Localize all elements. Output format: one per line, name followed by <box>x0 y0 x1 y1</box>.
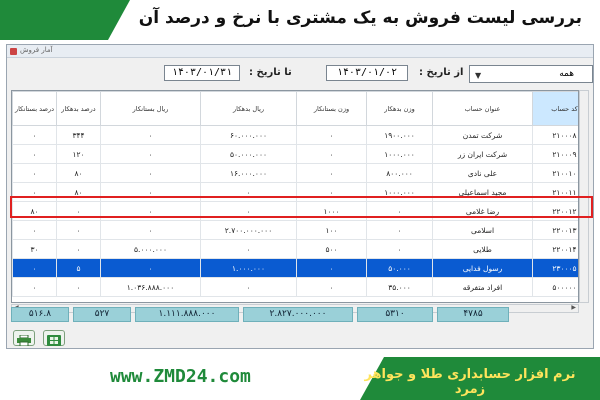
table-cell: ۸۰ <box>57 183 101 202</box>
totals-row <box>7 307 593 325</box>
table-cell: ۱.۰۰۰.۰۰۰ <box>201 259 297 278</box>
from-date-label: از تاریخ : <box>419 67 464 78</box>
table-cell: ۲.۷۰۰.۰۰۰.۰۰۰ <box>201 221 297 240</box>
table-cell: ۱۰۰۰ <box>297 202 367 221</box>
table-cell: ۵۰.۰۰۰ <box>367 259 433 278</box>
table-cell: ۰ <box>101 259 201 278</box>
table-cell: مجید اسماعیلی <box>433 183 533 202</box>
from-date-field[interactable]: ۱۴۰۳/۰۱/۰۲ <box>326 65 408 81</box>
table-cell: ۲۱۰۰۰۸ <box>533 126 580 145</box>
column-header[interactable]: وزن بدهکار <box>367 92 433 126</box>
table-cell: ۰ <box>13 259 57 278</box>
table-cell: ۰ <box>13 221 57 240</box>
table-cell: ۰ <box>101 183 201 202</box>
table-cell: رسول فدایی <box>433 259 533 278</box>
total-debit-percent: ۵۲۷ <box>73 307 131 322</box>
table-cell: ۰ <box>101 221 201 240</box>
account-filter-select[interactable] <box>469 65 593 83</box>
table-cell: ۲۱۰۰۱۱ <box>533 183 580 202</box>
table-cell: ۲۱۰۰۱۰ <box>533 164 580 183</box>
table-cell: ۵ <box>57 259 101 278</box>
top-banner <box>0 0 600 40</box>
table-cell: ۰ <box>201 278 297 297</box>
table-cell: شرکت تمدن <box>433 126 533 145</box>
sales-stats-window <box>6 44 594 349</box>
total-credit-rial: ۱.۱۱۱.۸۸۸.۰۰۰ <box>135 307 239 322</box>
table-cell: ۰ <box>13 164 57 183</box>
total-debit-rial: ۲.۸۲۷.۰۰۰.۰۰۰ <box>243 307 353 322</box>
table-cell: ۳۴۴ <box>57 126 101 145</box>
table-cell: ۰ <box>57 240 101 259</box>
table-cell: رضا غلامی <box>433 202 533 221</box>
table-cell: ۱۰۰ <box>297 221 367 240</box>
total-credit-weight: ۵۳۱۰ <box>357 307 433 322</box>
banner-slogan: نرم افزار حسابداری طلا و جواهر زمرد <box>364 367 576 397</box>
table-cell: ۱۶.۰۰۰.۰۰۰ <box>201 164 297 183</box>
table-cell: ۱۰۰۰.۰۰۰ <box>367 145 433 164</box>
table-row[interactable] <box>13 202 580 221</box>
printer-icon <box>17 335 31 346</box>
table-cell: ۰ <box>297 278 367 297</box>
export-excel-button[interactable] <box>43 330 65 346</box>
table-row[interactable] <box>13 164 580 183</box>
table-cell: ۱۲۰ <box>57 145 101 164</box>
table-cell: ۲۲۰۰۱۴ <box>533 240 580 259</box>
vertical-scrollbar[interactable] <box>579 90 589 303</box>
column-header[interactable]: ریال بستانکار <box>101 92 201 126</box>
total-credit-percent: ۵۱۶.۸ <box>11 307 69 322</box>
table-cell: ۶۰.۰۰۰.۰۰۰ <box>201 126 297 145</box>
table-cell: ۵۰.۰۰۰.۰۰۰ <box>201 145 297 164</box>
table-cell: ۰ <box>13 278 57 297</box>
table-cell: ۰ <box>201 183 297 202</box>
chevron-down-icon[interactable]: ▼ <box>475 71 482 80</box>
column-header[interactable]: وزن بستانکار <box>297 92 367 126</box>
table-cell: ۰ <box>367 202 433 221</box>
window-title: آمار فروش <box>20 46 53 54</box>
table-cell: ۸۰ <box>13 202 57 221</box>
table-cell: ۰ <box>201 240 297 259</box>
table-cell: ۰ <box>13 145 57 164</box>
table-cell: ۰ <box>367 221 433 240</box>
table-cell: ۸۰۰.۰۰۰ <box>367 164 433 183</box>
table-cell: ۰ <box>201 202 297 221</box>
filter-row <box>7 65 593 87</box>
table-cell: طلایی <box>433 240 533 259</box>
account-filter-value: همه <box>559 69 574 79</box>
table-cell: شرکت ایران زر <box>433 145 533 164</box>
print-button[interactable] <box>13 330 35 346</box>
to-date-label: تا تاریخ : <box>249 67 292 78</box>
table-cell: علی نادی <box>433 164 533 183</box>
scroll-right-icon[interactable]: ▶ <box>571 304 576 311</box>
table-cell: ۰ <box>297 259 367 278</box>
total-debit-weight: ۴۷۸۵ <box>437 307 509 322</box>
table-cell: ۳۵.۰۰۰ <box>367 278 433 297</box>
table-cell: ۰ <box>297 164 367 183</box>
table-cell: ۰ <box>13 126 57 145</box>
column-header[interactable]: درصد بدهکار <box>57 92 101 126</box>
table-row[interactable] <box>13 278 580 297</box>
table-cell: ۰ <box>57 278 101 297</box>
table-cell: ۰ <box>101 126 201 145</box>
table-cell: ۵.۰۰۰.۰۰۰ <box>101 240 201 259</box>
table-cell: ۰ <box>101 164 201 183</box>
window-titlebar <box>7 45 593 58</box>
table-cell: ۲۱۰۰۰۹ <box>533 145 580 164</box>
table-cell: ۰ <box>57 221 101 240</box>
table-cell: ۱۹۰۰.۰۰۰ <box>367 126 433 145</box>
website-link[interactable]: www.ZMD24.com <box>110 366 251 387</box>
top-banner-accent <box>0 0 108 40</box>
table-cell: اسلامی <box>433 221 533 240</box>
table-row[interactable] <box>13 183 580 202</box>
column-header[interactable]: ریال بدهکار <box>201 92 297 126</box>
table-row[interactable] <box>13 145 580 164</box>
sales-table <box>11 90 579 303</box>
table-cell: ۵۰۰ <box>297 240 367 259</box>
table-cell: ۰ <box>57 202 101 221</box>
table-cell: ۵۰۰۰۰۰ <box>533 278 580 297</box>
table-cell: ۸۰ <box>57 164 101 183</box>
table-cell: ۳۰ <box>13 240 57 259</box>
table-cell: ۲۲۰۰۱۳ <box>533 221 580 240</box>
table-row[interactable] <box>13 221 580 240</box>
column-header[interactable]: عنوان حساب <box>433 92 533 126</box>
table-cell: ۰ <box>297 183 367 202</box>
table-cell: ۰ <box>101 202 201 221</box>
table-cell: ۱.۰۳۶.۸۸۸.۰۰۰ <box>101 278 201 297</box>
table-cell: ۲۲۰۰۱۲ <box>533 202 580 221</box>
column-header[interactable]: درصد بستانکار <box>13 92 57 126</box>
table-row[interactable] <box>13 259 580 278</box>
table-body <box>13 126 580 297</box>
column-header[interactable]: کد حساب <box>533 92 580 126</box>
table-cell: ۰ <box>297 126 367 145</box>
table-cell: ۲۳۰۰۰۵ <box>533 259 580 278</box>
table-row[interactable] <box>13 240 580 259</box>
table-row[interactable] <box>13 126 580 145</box>
table-cell: ۰ <box>13 183 57 202</box>
table-cell: ۰ <box>297 145 367 164</box>
table-cell: ۰ <box>367 240 433 259</box>
table-cell: ۱۰۰۰.۰۰۰ <box>367 183 433 202</box>
table-cell: ۰ <box>101 145 201 164</box>
to-date-field[interactable]: ۱۴۰۳/۰۱/۳۱ <box>164 65 240 81</box>
table-header-row <box>13 92 580 126</box>
table-cell: افراد متفرقه <box>433 278 533 297</box>
excel-icon <box>47 335 61 346</box>
app-icon <box>10 48 17 55</box>
banner-title: بررسی لیست فروش به یک مشتری با نرخ و درصد آن <box>138 8 582 28</box>
